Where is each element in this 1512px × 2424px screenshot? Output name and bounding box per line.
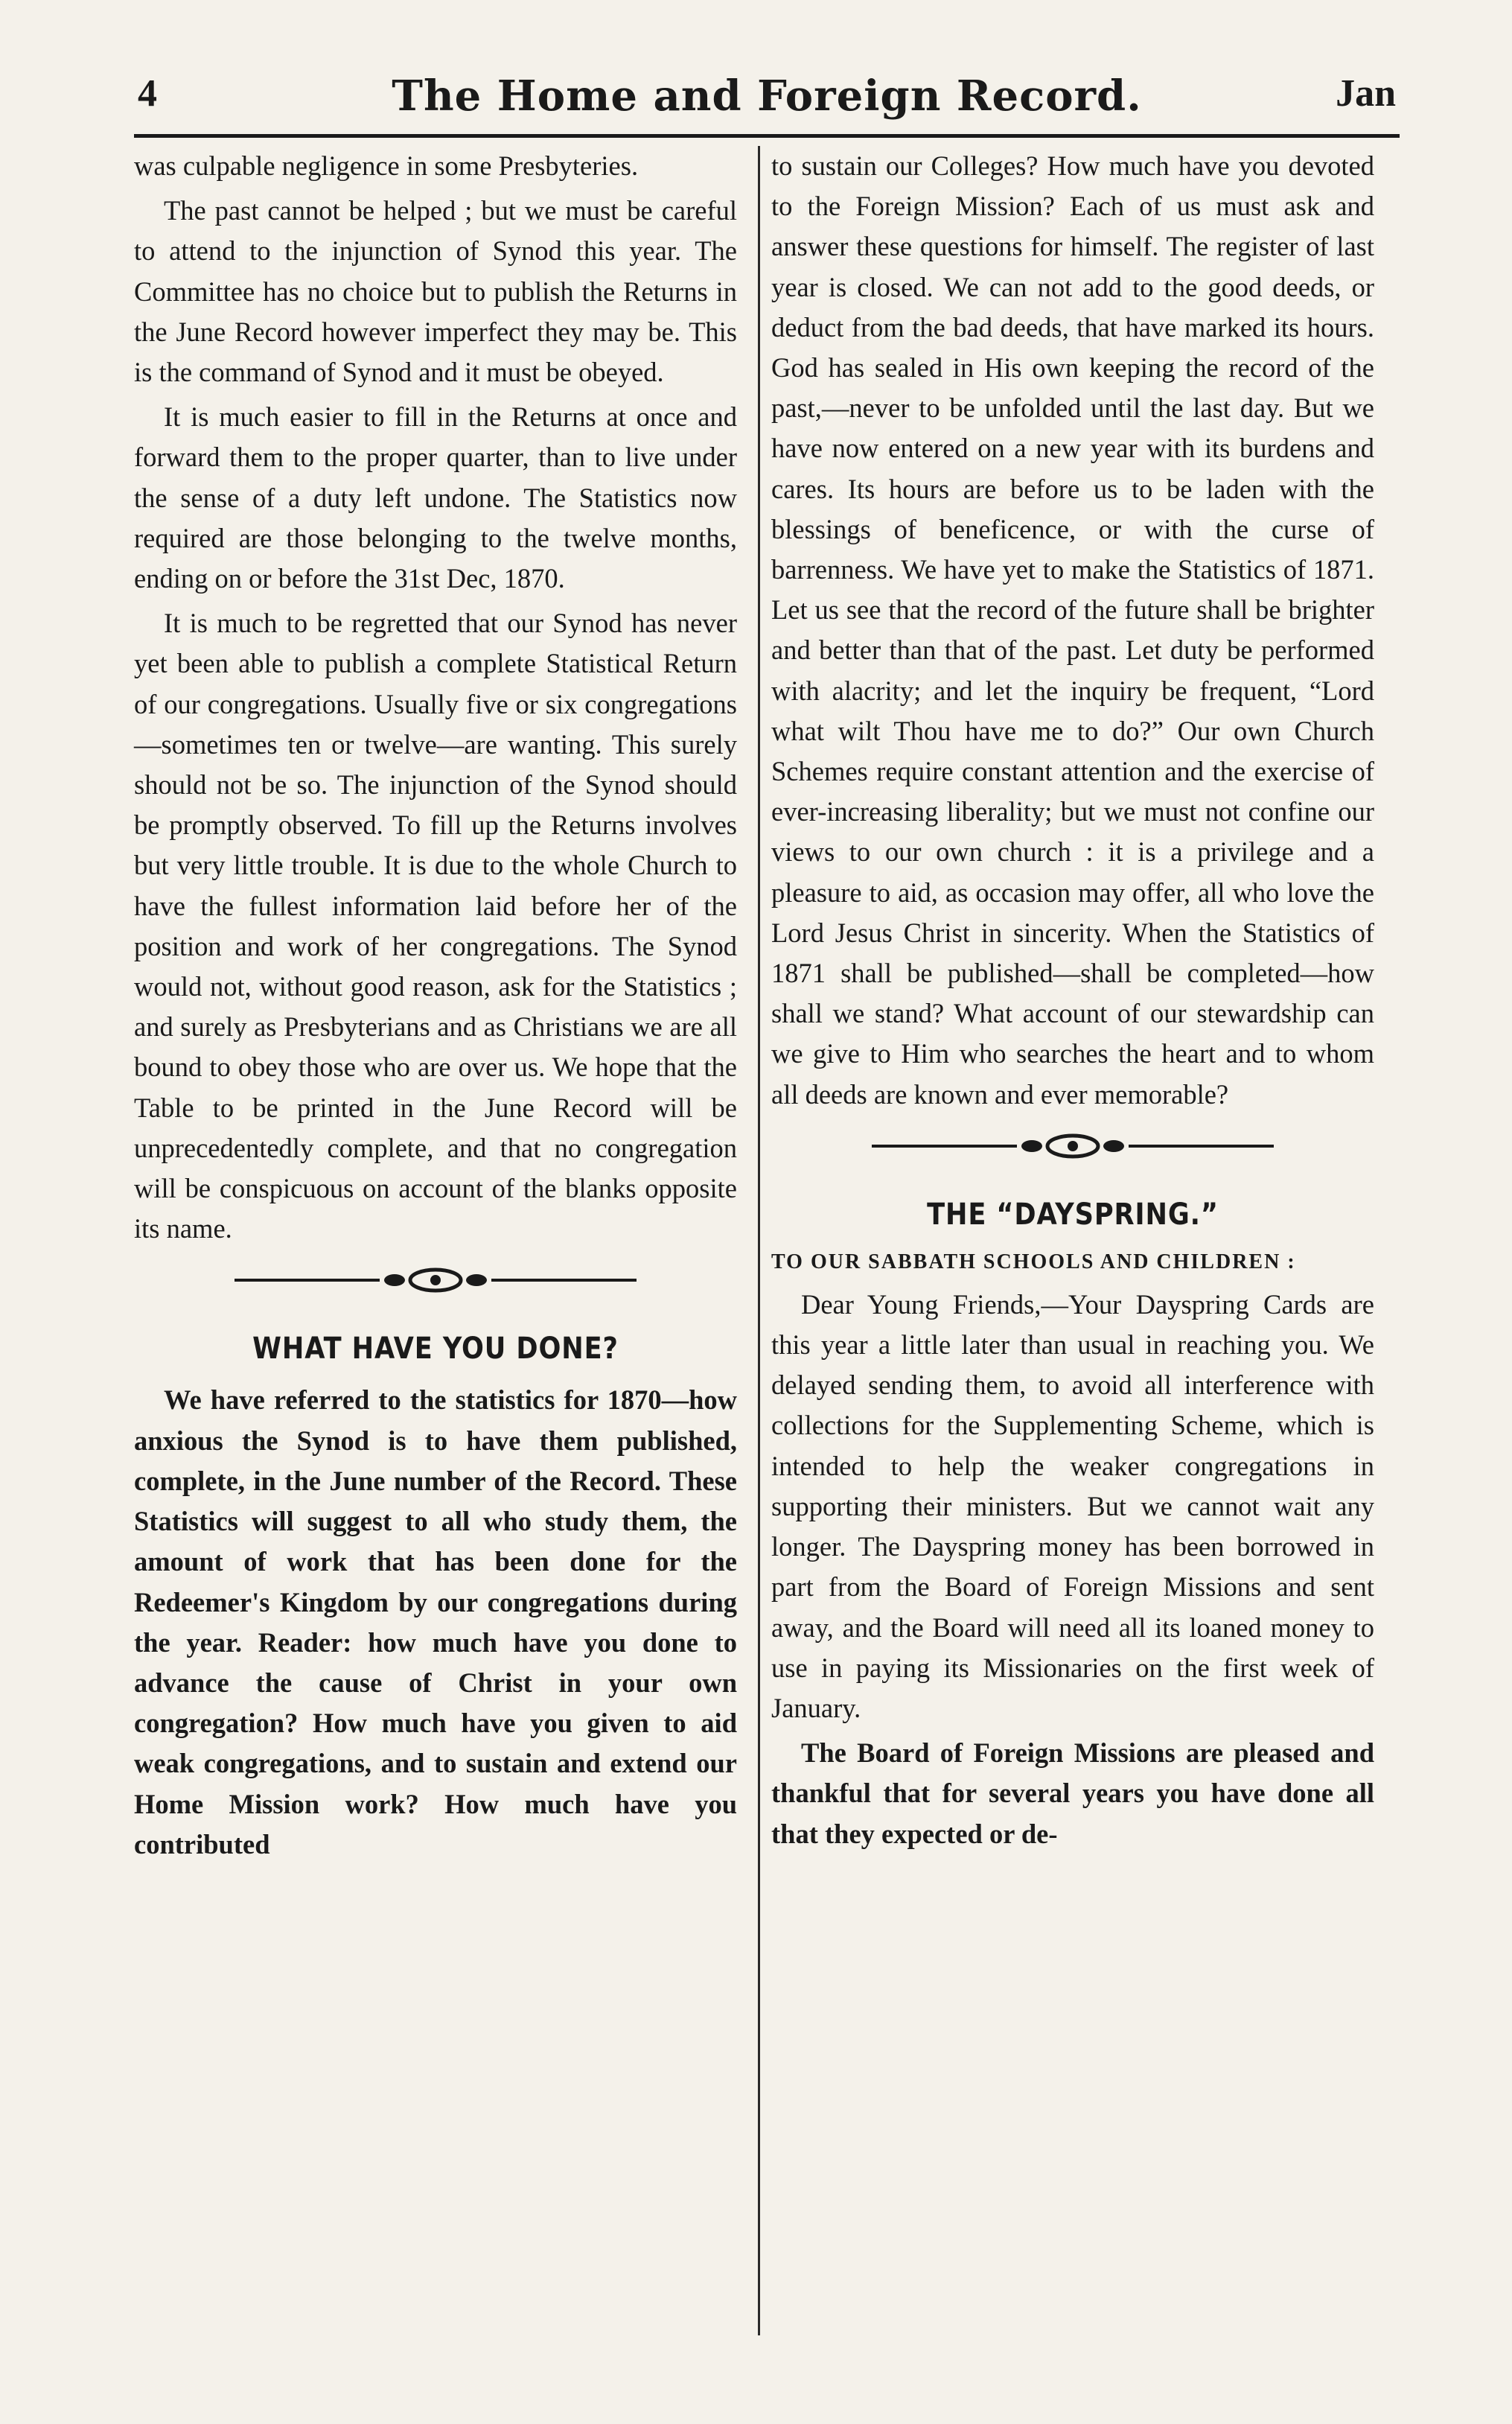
masthead-title: The Home and Foreign Record. <box>392 71 1142 121</box>
paragraph: We have referred to the statistics for 1870—how anxious the Synod is to have them published, complete, in the June number of the Record. These Statistics will suggest to all who study them, the amount of work that has been done for the Redeemer's Kingdom by our congregations during the year. Reader: how much have you done to advance the cause of Christ in your own congregation? How much have you given to aid weak congregations, and to sustain and extend our Home Mission work? How much have you contributed <box>134 1384 737 1860</box>
section-heading: WHAT HAVE YOU DONE? <box>252 1332 619 1367</box>
section-heading: THE “DAYSPRING.” <box>927 1197 1219 1232</box>
paragraph: to sustain our Colleges? How much have you devoted to the Foreign Mission? Each of us must ask and answer these questions for himself. The register of last year is closed. We can not add to the good deeds, or deduct from the bad deeds, that have marked its hours. God has sealed in His own keeping the record of the past,—never to be unfolded until the last day. But we have now entered on a new year with its burdens and cares. Its hours are before us to be laden with the blessings of beneficence, or with the curse of barrenness. We have yet to make the Statistics of 1871. Let us see that the record of the future shall be brighter and better than that of the past. Let duty be performed with alacrity; and let the inquiry be frequent, “Lord what wilt Thou have me to do?” Our own Church Schemes require constant attention and the exercise of ever-increasing liberality; but we must not confine our views to our own church : it is a privilege and a pleasure to aid, as occasion may offer, all who love the Lord Jesus Christ in sincerity. When the Statistics of 1871 shall be published—shall be completed—how shall we stand? What account of our stewardship can we give to Him who searches the heart and to whom all deeds are known and ever memorable? <box>771 150 1374 1110</box>
paragraph: Dear Young Friends,—Your Dayspring Cards are this year a little later than usual in reaching you. We delayed sending them, to avoid all interference with collections for the Supplementing Scheme, which is intended to help the weaker congregations in supporting their ministers. But we cannot wait any longer. The Dayspring money has been borrowed in part from the Board of Foreign Missions and sent away, and the Board will need all its loaned money to use in paying its Missionaries on the first week of January. <box>771 1288 1374 1723</box>
paragraph: It is much easier to fill in the Returns at once and forward them to the proper quarter, than to live under the sense of a duty left undone. The Statistics now required are those belonging to the twelve months, ending on or before the 31st Dec, 1870. <box>134 401 737 594</box>
issue-month: Jan <box>1336 72 1396 115</box>
ornament-divider-icon <box>771 1115 1374 1182</box>
paragraph: The Board of Foreign Missions are pleased and thankful that for several years you have done all that they expected or de- <box>771 1737 1374 1849</box>
paragraph: The past cannot be helped ; but we must be careful to attend to the injunction of Synod this year. The Committee has no choice but to publish the Returns in the June Record however imperfect they may be. This is the command of Synod and it must be obeyed. <box>134 195 737 388</box>
right-column <box>771 146 1374 1854</box>
section-subheading: TO OUR SABBATH SCHOOLS AND CHILDREN : <box>771 1250 1296 1273</box>
page-number: 4 <box>138 72 157 115</box>
paragraph: It is much to be regretted that our Synod has never yet been able to publish a complete Statistical Return of our congregations. Usually five or six congregations—sometimes ten or twelve—are wanting. This surely should not be so. The injunction of the Synod should be promptly observed. To fill up the Returns involves but very little trouble. It is due to the whole Church to have the fullest information laid before her of the position and work of her congregations. The Synod would not, without good reason, ask for the Statistics ; and surely as Presbyterians and as Christians we are all bound to obey those who are over us. We hope that the Table to be printed in the June Record will be unprecedentedly complete, and that no congregation will be conspicuous on account of the blanks opposite its name. <box>134 608 737 1244</box>
left-column <box>134 146 737 1865</box>
header-rule <box>134 134 1400 138</box>
column-divider <box>758 146 760 2335</box>
ornament-divider-icon <box>134 1249 737 1316</box>
page-header <box>138 71 1396 131</box>
paragraph: was culpable negligence in some Presbyteries. <box>134 150 639 181</box>
